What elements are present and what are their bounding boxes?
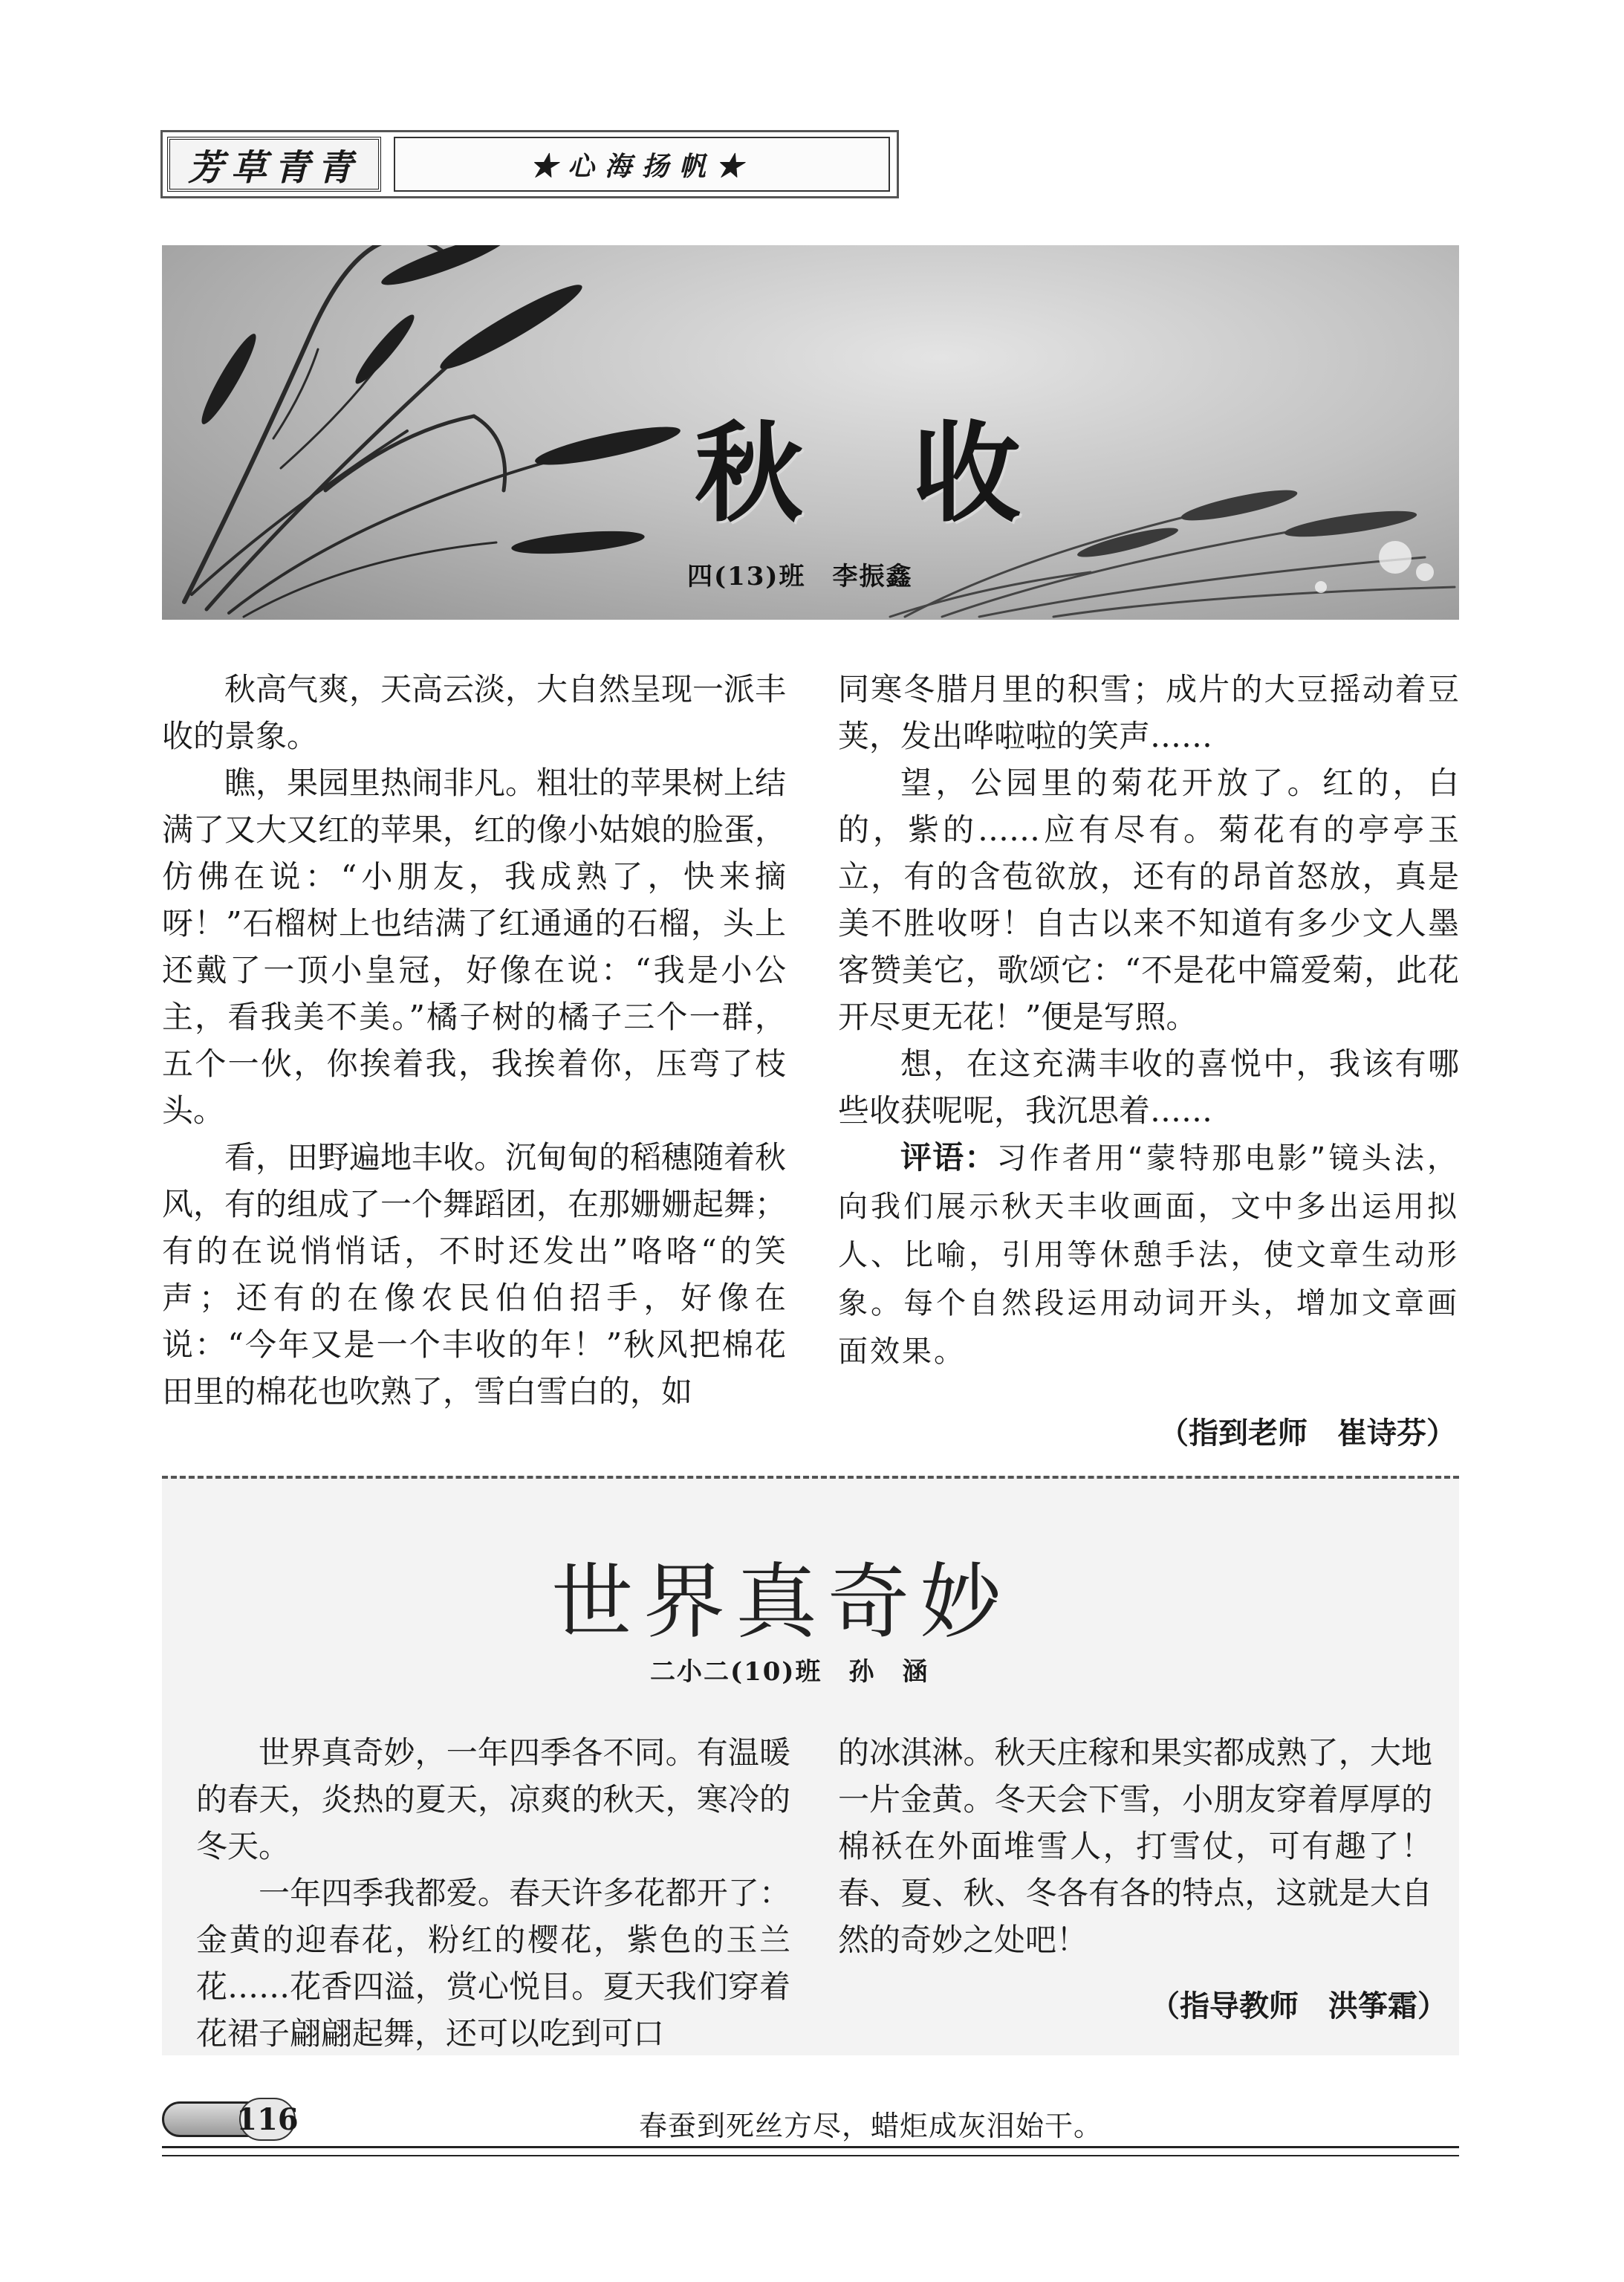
article2-column-right bbox=[838, 1729, 1432, 1963]
page-number: 116 bbox=[239, 2098, 296, 2141]
article2-column-left bbox=[196, 1729, 790, 2057]
footer-rule bbox=[162, 2155, 1459, 2156]
column-name: 芳草青青 bbox=[167, 137, 381, 192]
article1-byline: 四(13)班 李振鑫 bbox=[687, 562, 913, 591]
article1-teacher: （指到老师 崔诗芬） bbox=[1159, 1416, 1456, 1450]
remark-label: 评语： bbox=[900, 1139, 997, 1176]
article2-teacher: （指导教师 洪筝霜） bbox=[1150, 1989, 1447, 2023]
article1-paragraph: 望，公园里的菊花开放了。红的，白的，紫的……应有尽有。菊花有的亭亭玉立，有的含苞欲放，还有的昂首怒放，真是美不胜收呀！自古以来不知道有多少文人墨客赞美它，歌颂它：“不是花中篇爱菊，此花开尽更无花！”便是写照。 bbox=[838, 765, 1459, 1035]
article1-title: 秋 收 bbox=[695, 410, 1056, 537]
section-name: ★心海扬帆★ bbox=[394, 137, 890, 192]
article1-column-right bbox=[838, 666, 1459, 1375]
footer-rule bbox=[162, 2146, 1459, 2148]
article2-paragraph: 世界真奇妙，一年四季各不同。有温暖的春天，炎热的夏天，凉爽的秋天，寒冷的冬天。 bbox=[196, 1734, 790, 1864]
article2-paragraph: 的冰淇淋。秋天庄稼和果实都成熟了，大地一片金黄。冬天会下雪，小朋友穿着厚厚的棉袄在外面堆雪人，打雪仗，可有趣了！春、夏、秋、冬各有各的特点，这就是大自然的奇妙之处吧！ bbox=[838, 1734, 1432, 1958]
article1-paragraph: 同寒冬腊月里的积雪；成片的大豆摇动着豆荚，发出哗啦啦的笑声…… bbox=[838, 671, 1459, 754]
footer-motto: 春蚕到死丝方尽，蜡炬成灰泪始干。 bbox=[639, 2110, 1103, 2142]
article1-column-left bbox=[162, 666, 786, 1415]
article1-paragraph: 秋高气爽，天高云淡，大自然呈现一派丰收的景象。 bbox=[162, 671, 787, 754]
article1-paragraph: 想，在这充满丰收的喜悦中，我该有哪些收获呢呢，我沉思着…… bbox=[838, 1046, 1459, 1129]
article2-paragraph: 一年四季我都爱。春天许多花都开了：金黄的迎春花，粉红的樱花，紫色的玉兰花……花香四溢，赏心悦目。夏天我们穿着花裙子翩翩起舞，还可以吃到可口 bbox=[196, 1875, 790, 2052]
article1-paragraph: 看，田野遍地丰收。沉甸甸的稻穗随着秋风，有的组成了一个舞蹈团，在那姗姗起舞；有的在说悄悄话，不时还发出”咯咯“的笑声；还有的在像农民伯伯招手，好像在说：“今年又是一个丰收的年！”秋风把棉花田里的棉花也吹熟了，雪白雪白的，如 bbox=[162, 1139, 787, 1410]
dashed-divider bbox=[162, 1476, 1459, 1479]
remark-text: 习作者用“蒙特那电影”镜头法，向我们展示秋天丰收画面，文中多出运用拟人、比喻，引用等休憩手法，使文章生动形象。每个自然段运用动词开头，增加文章画面效果。 bbox=[838, 1141, 1459, 1369]
article1-paragraph: 瞧，果园里热闹非凡。粗壮的苹果树上结满了又大又红的苹果，红的像小姑娘的脸蛋，仿佛在说：“小朋友，我成熟了，快来摘呀！”石榴树上也结满了红通通的石榴，头上还戴了一顶小皇冠，好像在说：“我是小公主，看我美不美。”橘子树的橘子三个一群，五个一伙，你挨着我，我挨着你，压弯了枝头。 bbox=[162, 765, 787, 1129]
article2-byline: 二小二(10)班 孙 涵 bbox=[650, 1657, 929, 1687]
article1-remark bbox=[838, 1134, 1459, 1375]
article2-title: 世界真奇妙 bbox=[551, 1555, 1012, 1650]
